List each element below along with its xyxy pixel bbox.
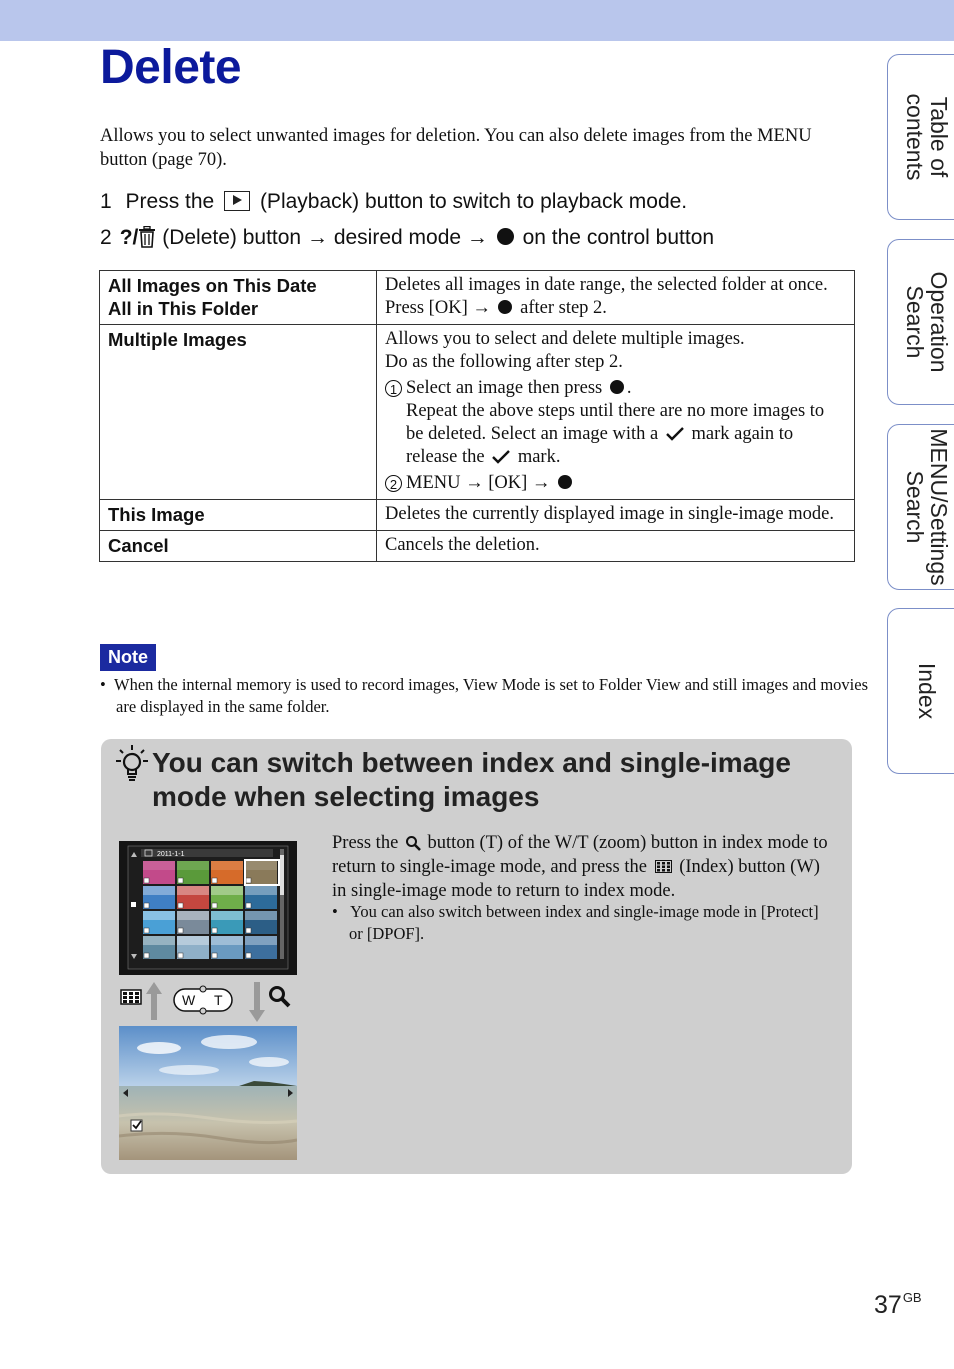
table-row bbox=[100, 531, 855, 562]
substep-2 bbox=[385, 472, 846, 495]
step-number: 2 bbox=[100, 226, 112, 249]
circled-number: 2 bbox=[385, 475, 402, 492]
substep-continuation bbox=[406, 400, 846, 469]
arrow-glyph: → bbox=[472, 298, 491, 318]
table-label-cell bbox=[100, 325, 377, 500]
zoom-w-label: W bbox=[182, 992, 196, 1008]
check-mark-icon bbox=[492, 450, 510, 464]
zoom-magnifier-icon bbox=[271, 988, 290, 1007]
table-desc-cell bbox=[377, 531, 855, 562]
table-desc-cell bbox=[377, 325, 855, 500]
mode-description: Do as the following after step 2. bbox=[385, 352, 623, 372]
thumbnail-checkbox bbox=[178, 903, 183, 908]
mode-label: This Image bbox=[108, 504, 205, 525]
step-1 bbox=[100, 189, 687, 215]
mode-label: All in This Folder bbox=[108, 298, 259, 319]
thumbnail-checkbox bbox=[212, 928, 217, 933]
thumbnail-highlight bbox=[245, 886, 277, 895]
mode-label: Multiple Images bbox=[108, 329, 247, 350]
arrow-down-icon bbox=[249, 982, 265, 1022]
zoom-t-label: T bbox=[214, 992, 223, 1008]
thumbnail-checkbox bbox=[212, 878, 217, 883]
circled-number: 1 bbox=[385, 380, 402, 397]
step-2 bbox=[100, 225, 714, 251]
table-desc-cell bbox=[377, 271, 855, 325]
substep-text: [OK] bbox=[488, 473, 528, 493]
table-label-cell bbox=[100, 531, 377, 562]
table-row bbox=[100, 271, 855, 325]
zoom-lever-illustration bbox=[119, 980, 297, 1024]
arrow-glyph: → bbox=[466, 226, 488, 249]
tip-text: (Index) button (W) in single-image mode to return to index mode. bbox=[332, 857, 820, 901]
thumbnail-checkbox bbox=[246, 903, 251, 908]
arrow-glyph: → bbox=[531, 473, 551, 493]
thumbnail-checkbox bbox=[144, 878, 149, 883]
thumbnail-highlight bbox=[245, 861, 277, 870]
tab-label: Table of contents bbox=[902, 93, 952, 181]
arrow-up-icon bbox=[146, 982, 162, 1020]
thumbnail-highlight bbox=[177, 886, 209, 895]
hint-lightbulb-icon bbox=[114, 743, 150, 783]
thumbnail-highlight bbox=[177, 911, 209, 920]
zoom-lever-graphic bbox=[119, 980, 297, 1024]
thumbnail-highlight bbox=[211, 886, 243, 895]
help-glyph: ?/ bbox=[119, 226, 139, 249]
thumbnail-highlight bbox=[143, 861, 175, 870]
tip-title: You can switch between index and single-image mode when selecting images bbox=[152, 747, 791, 812]
screen-date-label: 2011-1-1 bbox=[157, 851, 185, 858]
thumbnail-highlight bbox=[143, 911, 175, 920]
control-button-center-icon bbox=[610, 380, 624, 394]
thumbnail-checkbox bbox=[144, 928, 149, 933]
mode-description: Deletes the currently displayed image in single-image mode. bbox=[385, 504, 834, 524]
step-text: on the control button bbox=[522, 226, 715, 249]
delete-modes-table bbox=[99, 270, 855, 562]
step-text: (Delete) button bbox=[162, 226, 302, 249]
playback-icon bbox=[224, 191, 250, 211]
substep-1: 1 Select an image then press . Repeat the above steps until there are no more images to be deleted. Select an image with a mark again to release the mark. bbox=[385, 377, 846, 469]
table-row bbox=[100, 325, 855, 500]
thumbnail-checkbox bbox=[144, 903, 149, 908]
mode-description: Allows you to select and delete multiple images. bbox=[385, 329, 745, 349]
note-text: • When the internal memory is used to record images, View Mode is set to Folder View and still images and movies are displayed in the same folder. bbox=[100, 675, 868, 716]
thumbnail-checkbox bbox=[178, 953, 183, 958]
tab-label: MENU/Settings Search bbox=[902, 428, 952, 586]
table-label-cell bbox=[100, 271, 377, 325]
page-number bbox=[874, 1290, 922, 1320]
mode-label: Cancel bbox=[108, 535, 169, 556]
substep-text: Select an image then press bbox=[406, 378, 603, 398]
table-desc-cell bbox=[377, 500, 855, 531]
note-badge: Note bbox=[100, 644, 156, 671]
index-thumbnail-grid bbox=[119, 841, 297, 975]
arrow-glyph: → bbox=[465, 473, 484, 493]
thumbnail-checkbox bbox=[246, 953, 251, 958]
thumbnail-highlight bbox=[211, 911, 243, 920]
substep-text: mark again to release the bbox=[406, 424, 794, 467]
control-button-center-icon bbox=[558, 475, 572, 489]
press-text: Press [OK] bbox=[385, 298, 468, 318]
tab-label: Index bbox=[914, 662, 940, 720]
tip-bullet: • You can also switch between index and single-image mode in [Protect] or [DPOF]. bbox=[332, 902, 819, 943]
step-number: 1 bbox=[100, 190, 112, 213]
thumbnail-checkbox bbox=[212, 953, 217, 958]
page-number-value: 37 bbox=[874, 1291, 902, 1319]
control-button-center-icon bbox=[497, 228, 514, 245]
tab-operation-search[interactable] bbox=[887, 239, 954, 405]
mode-press-line bbox=[385, 297, 846, 320]
substep-text: Repeat the above steps until there are no more images to be deleted. Select an image with a bbox=[406, 401, 825, 444]
substep-text: MENU bbox=[406, 473, 461, 493]
thumbnail-highlight bbox=[177, 861, 209, 870]
thumbnail-checkbox bbox=[178, 928, 183, 933]
step-text: Press the bbox=[125, 190, 215, 213]
page-number-suffix: GB bbox=[902, 1290, 922, 1305]
trash-icon bbox=[138, 226, 156, 248]
thumbnail-checkbox bbox=[246, 928, 251, 933]
index-mode-screen bbox=[119, 841, 297, 975]
substep-text: mark. bbox=[517, 447, 561, 467]
table-label-cell bbox=[100, 500, 377, 531]
intro-text: Allows you to select unwanted images for deletion. You can also delete images from the MENU button (page 70). bbox=[100, 126, 812, 170]
index-grid-icon bbox=[121, 990, 141, 1004]
thumbnail-checkbox bbox=[144, 953, 149, 958]
thumbnail-highlight bbox=[245, 911, 277, 920]
thumbnail-checkbox bbox=[212, 903, 217, 908]
page-title: Delete bbox=[100, 41, 242, 94]
tip-text: Press the bbox=[332, 833, 399, 853]
single-image-screen bbox=[119, 1026, 297, 1160]
step-text: (Playback) button to switch to playback mode. bbox=[259, 190, 688, 213]
tab-table-of-contents[interactable] bbox=[887, 54, 954, 220]
mode-description: Cancels the deletion. bbox=[385, 535, 540, 555]
mode-label: All Images on This Date bbox=[108, 275, 317, 296]
tab-index[interactable] bbox=[887, 608, 954, 774]
table-row bbox=[100, 500, 855, 531]
control-button-center-icon bbox=[498, 300, 512, 314]
thumbnail-highlight bbox=[211, 861, 243, 870]
step-text: desired mode bbox=[333, 226, 462, 249]
tip-text: button (T) of the W/T (zoom) button in index mode to return to single-image mode, and press the bbox=[332, 833, 828, 877]
thumbnail-checkbox bbox=[246, 878, 251, 883]
tip-body bbox=[332, 831, 832, 903]
thumbnail-highlight bbox=[177, 936, 209, 945]
arrow-glyph: → bbox=[306, 226, 328, 249]
top-color-bar bbox=[0, 0, 954, 41]
tip-bullet-text: You can also switch between index and single-image mode in [Protect] or [DPOF]. bbox=[349, 902, 819, 943]
note-body: When the internal memory is used to record images, View Mode is set to Folder View and still images and movies are displayed in the same folder. bbox=[114, 675, 868, 716]
check-mark-icon bbox=[666, 427, 684, 441]
mode-description: Deletes all images in date range, the selected folder at once. bbox=[385, 275, 828, 295]
tab-menu-settings-search[interactable] bbox=[887, 424, 954, 590]
thumbnail-checkbox bbox=[178, 878, 183, 883]
tab-label: Operation Search bbox=[902, 271, 952, 373]
beach-photo bbox=[119, 1026, 297, 1160]
index-grid-icon bbox=[655, 860, 672, 873]
thumbnail-highlight bbox=[143, 936, 175, 945]
thumbnail-highlight bbox=[245, 936, 277, 945]
press-text: after step 2. bbox=[520, 298, 607, 318]
zoom-magnifier-icon bbox=[405, 835, 421, 851]
thumbnail-highlight bbox=[211, 936, 243, 945]
thumbnail-highlight bbox=[143, 886, 175, 895]
wt-zoom-button-icon bbox=[174, 986, 232, 1014]
